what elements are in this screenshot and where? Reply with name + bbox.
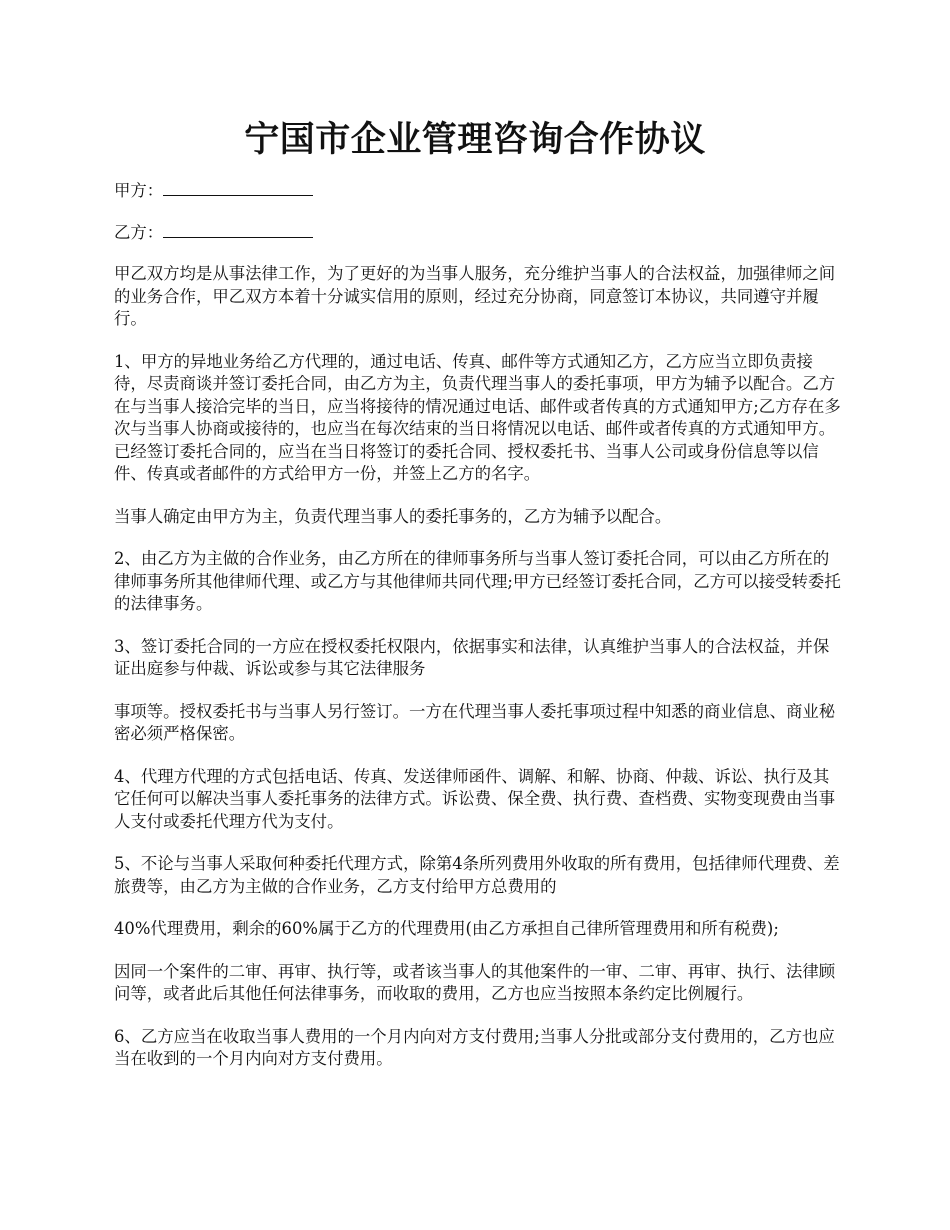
party-a-line [114,180,844,203]
party-a-blank [163,181,313,196]
paragraph-clause-2: 2、由乙方为主做的合作业务，由乙方所在的律师事务所与当事人签订委托合同，可以由乙方所在的律师事务所其他律师代理、或乙方与其他律师共同代理;甲方已经签订委托合同，乙方可以接受转委托的法律事务。 [114,549,841,613]
paragraph-intro: 甲乙双方均是从事法律工作，为了更好的为当事人服务，充分维护当事人的合法权益，加强律师之间的业务合作，甲乙双方本着十分诚实信用的原则，经过充分协商，同意签订本协议，共同遵守并履行。 [114,264,836,328]
document-body [114,180,844,1091]
paragraph-clause-5-note: 因同一个案件的二审、再审、执行等，或者该当事人的其他案件的一审、二审、再审、执行、法律顾问等，或者此后其他任何法律事务，而收取的费用，乙方也应当按照本条约定比例履行。 [114,961,836,1003]
paragraph-clause-4: 4、代理方代理的方式包括电话、传真、发送律师函件、调解、和解、协商、仲裁、诉讼、执行及其它任何可以解决当事人委托事务的法律方式。诉讼费、保全费、执行费、查档费、实物变现费由当事人支付或委托代理方代为支付。 [114,766,836,831]
paragraph-clause-5-cont: 40%代理费用，剩余的60%属于乙方的代理费用(由乙方承担自己律所管理费用和所有税费); [114,919,779,938]
party-a-label: 甲方： [114,181,164,200]
paragraph-clause-1-note: 当事人确定由甲方为主，负责代理当事人的委托事务的，乙方为辅予以配合。 [114,506,672,526]
paragraph-clause-3-cont: 事项等。授权委托书与当事人另行签订。一方在代理当事人委托事项过程中知悉的商业信息、商业秘密必须严格保密。 [114,701,836,743]
party-b-label: 乙方： [114,222,164,242]
paragraph-clause-3: 3、签订委托合同的一方应在授权委托权限内，依据事实和法律，认真维护当事人的合法权益，并保证出庭参与仲裁、诉讼或参与其它法律服务 [114,636,830,678]
paragraph-clause-1: 1、甲方的异地业务给乙方代理的，通过电话、传真、邮件等方式通知乙方，乙方应当立即负责接待，尽责商谈并签订委托合同，由乙方为主，负责代理当事人的委托事项，甲方为辅予以配合。乙方在与当事人接洽完毕的当日，应当将接待的情况通过电话、邮件或者传真的方式通知甲方;乙方存在多次与当事人协商或接待的，也应当在每次结束的当日将情况以电话、邮件或者传真的方式通知甲方。已经签订委托合同的，应当在当日将签订的委托合同、授权委托书、当事人公司或身份信息等以信件、传真或者邮件的方式给甲方一份，并签上乙方的名字。 [114,351,841,483]
party-b-line [114,222,844,245]
paragraph-clause-6: 6、乙方应当在收取当事人费用的一个月内向对方支付费用;当事人分批或部分支付费用的，乙方也应当在收到的一个月内向对方支付费用。 [114,1026,835,1068]
paragraph-clause-5: 5、不论与当事人采取何种委托代理方式，除第4条所列费用外收取的所有费用，包括律师代理费、差旅费等，由乙方为主做的合作业务，乙方支付给甲方总费用的 [114,854,840,896]
document-title: 宁国市企业管理咨询合作协议 [244,119,706,160]
party-b-blank [163,223,313,238]
